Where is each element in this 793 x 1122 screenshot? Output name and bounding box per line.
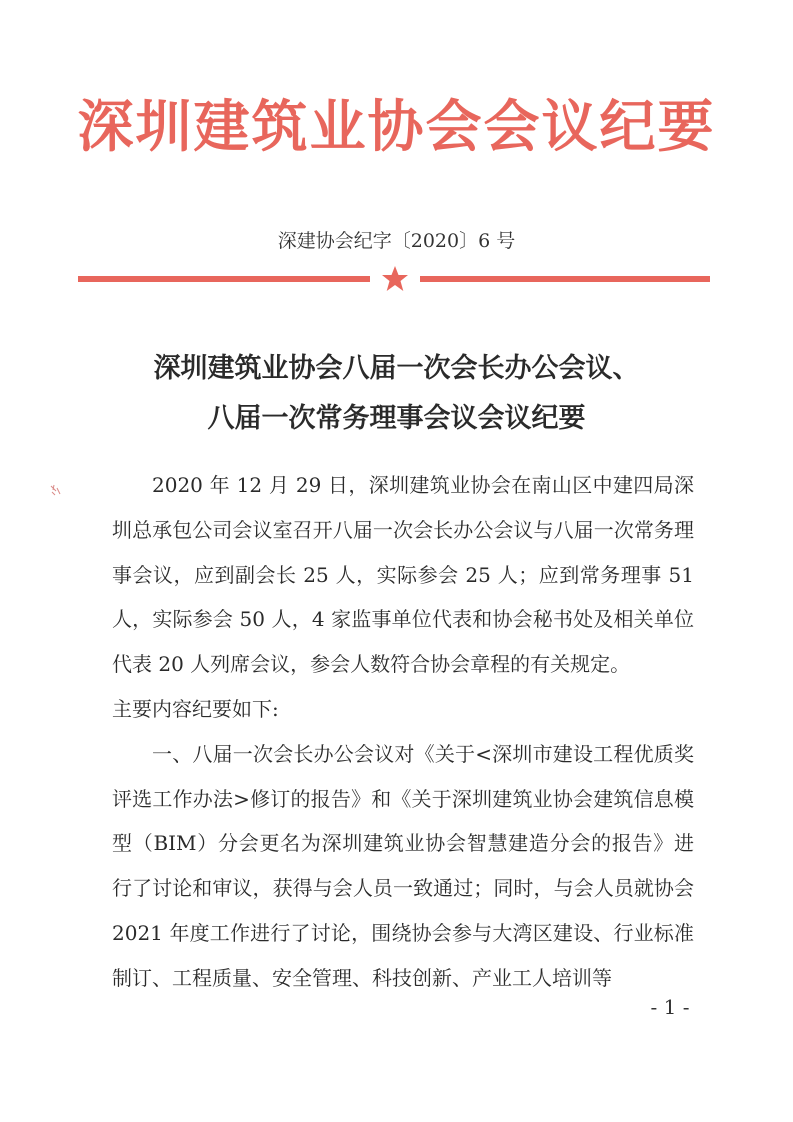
paragraph-item-one: 一、八届一次会长办公会议对《关于<深圳市建设工程优质奖评选工作办法>修订的报告》和《关于深圳建筑业协会建筑信息模型（BIM）分会更名为深圳建筑业协会智慧建造分会的报告》进行了讨论和审议，获得与会人员一致通过；同时，与会人员就协会 2021 年度工作进行了讨论，围绕协会参与大湾区建设、行业标准制订、工程质量、安全管理、科技创新、产业工人培训等 xyxy=(112,741,694,990)
masthead-title: 深圳建筑业协会会议纪要 xyxy=(77,94,716,160)
red-rule-left xyxy=(78,276,370,282)
document-number: 深建协会纪字〔2020〕6 号 xyxy=(277,230,516,252)
document-title xyxy=(0,344,793,444)
paragraph-meeting-info: 2020 年 12 月 29 日，深圳建筑业协会在南山区中建四局深圳总承包公司会议室召开八届一次会长办公会议与八届一次常务理事会议，应到副会长 25 人，实际参会 25 人；应到常务理事 51 人，实际参会 50 人，4 家监事单位代表和协会秘书处及相关单位代表 20 人列席会议，参会人数符合协会章程的有关规定。 xyxy=(112,473,694,677)
page-number: - 1 - xyxy=(650,995,690,1019)
stray-mark-icon xyxy=(48,482,64,498)
star-icon xyxy=(380,264,410,294)
title-line-2: 八届一次常务理事会议会议纪要 xyxy=(207,403,586,434)
paragraph-summary-intro: 主要内容纪要如下: xyxy=(112,696,279,721)
title-line-1: 深圳建筑业协会八届一次会长办公会议、 xyxy=(153,353,640,384)
document-body xyxy=(112,463,694,1001)
red-rule-right xyxy=(420,276,710,282)
